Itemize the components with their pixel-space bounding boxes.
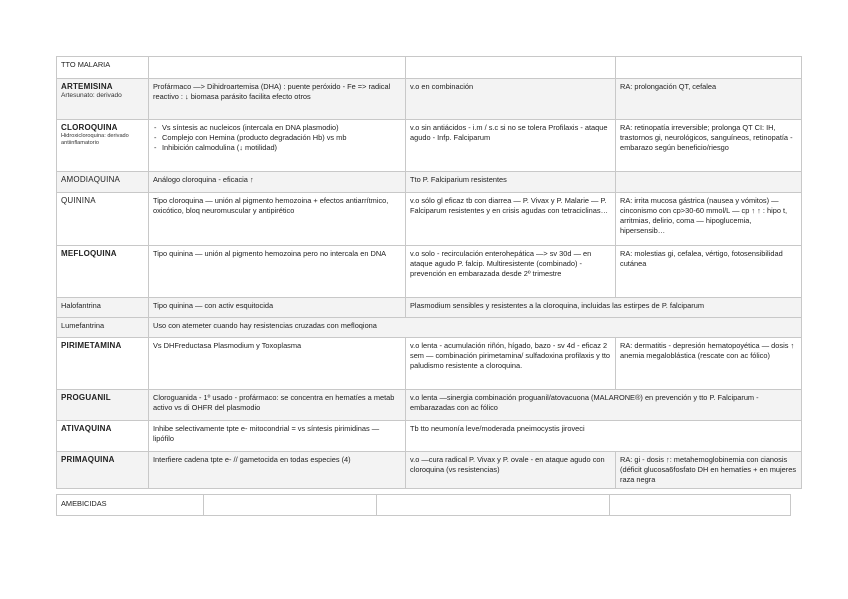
malaria-treatment-table bbox=[56, 56, 802, 489]
drug-name: ATIVAQUINA bbox=[61, 424, 112, 433]
table-row bbox=[57, 390, 802, 421]
amebicidas-title: AMEBICIDAS bbox=[57, 495, 204, 515]
drug-name: Halofantrina bbox=[57, 298, 149, 318]
drug-subnote: Hidroxicloroquina: derivado antiinflamatorio bbox=[61, 133, 129, 146]
drug-subnote: Artesunato: derivado bbox=[61, 92, 122, 99]
table-row bbox=[57, 57, 802, 79]
table-row bbox=[57, 172, 802, 193]
list-item: - Complejo con Hemina (producto degradación Hb) vs mb bbox=[153, 133, 401, 143]
adverse-effects-cell: RA: molestias gi, cefalea, vértigo, fotosensibilidad cutánea bbox=[616, 246, 802, 298]
table-row bbox=[57, 421, 802, 452]
drug-name: AMODIAQUINA bbox=[61, 175, 121, 184]
drug-name: QUININA bbox=[61, 196, 96, 205]
administration-cell: v.o lenta —sinergia combinación proguanil/atovacuona (MALARONE®) en prevención y tto P. Falciparum - embarazadas con ac fólico bbox=[406, 390, 802, 421]
drug-name: Lumefantrina bbox=[57, 318, 149, 338]
list-item: - Vs síntesis ac nucleicos (intercala en DNA plasmodio) bbox=[153, 123, 401, 133]
mechanism-cell: Tipo quinina — unión al pigmento hemozoina pero no intercala en DNA bbox=[149, 246, 406, 298]
drug-name: PIRIMETAMINA bbox=[61, 341, 122, 350]
adverse-effects-cell: RA: gi - dosis ↑: metahemoglobinemia con cianosis (déficit glucosa6fosfato DH en hematíes + en mujeres raza negra bbox=[616, 452, 802, 489]
adverse-effects-cell: RA: prolongación QT, cefalea bbox=[616, 79, 802, 120]
mechanism-cell bbox=[149, 120, 406, 172]
mechanism-cell: Tipo quinina — con activ esquitocida bbox=[149, 298, 406, 318]
administration-cell: v.o sin antiácidos - i.m / s.c si no se tolera Profilaxis - ataque agudo - Infp. Falciparum bbox=[406, 120, 616, 172]
table-row bbox=[57, 338, 802, 390]
administration-cell: Tb tto neumonía leve/moderada pneimocystis jiroveci bbox=[406, 421, 802, 452]
usage-cell: Uso con atemeter cuando hay resistencias cruzadas con mefloqiona bbox=[149, 318, 802, 338]
drug-name: MEFLOQUINA bbox=[61, 249, 117, 258]
mechanism-cell: Inhibe selectivamente tpte e- mitocondrial = vs síntesis pirimidinas — lipófilo bbox=[149, 421, 406, 452]
list-item: - Inhibición calmodulina (↓ motilidad) bbox=[153, 143, 401, 153]
adverse-effects-cell bbox=[616, 172, 802, 193]
table-row bbox=[57, 246, 802, 298]
adverse-effects-cell: RA: dermatitis - depresión hematopoyética — dosis ↑ anemia megaloblástica (rescate con ac fólico) bbox=[616, 338, 802, 390]
administration-cell: v.o sólo gl eficaz tb con diarrea — P. Vivax y P. Malarie — P. Falciparum resistentes y en crisis agudas con tetraciclinas… bbox=[406, 193, 616, 246]
mechanism-cell: Interfiere cadena tpte e- // gametocida en todas especies (4) bbox=[149, 452, 406, 489]
drug-name: PROGUANIL bbox=[61, 393, 111, 402]
administration-cell: v.o solo - recirculación enterohepática —> sv 30d — en ataque agudo P. falcip. Multiresistente (combinado) - prevención en embarazada desde 2º trimestre bbox=[406, 246, 616, 298]
table-row bbox=[57, 120, 802, 172]
drug-name: ARTEMISINA bbox=[61, 82, 113, 91]
mechanism-cell: Profármaco —> Dihidroartemisa (DHA) : puente peróxido - Fe => radical reactivo : ↓ biomasa parásito facilita efecto otros bbox=[149, 79, 406, 120]
adverse-effects-cell: RA: irrita mucosa gástrica (nausea y vómitos) — cinconismo con cp>30-60 mmol/L — cp ↑ ↑ : hipo t, arritmias, delirio, coma — hipoglucemia, hipersensib… bbox=[616, 193, 802, 246]
table-title: TTO MALARIA bbox=[57, 57, 149, 79]
administration-cell: Tto P. Falciparium resistentes bbox=[406, 172, 616, 193]
mechanism-cell: Vs DHFreductasa Plasmodium y Toxoplasma bbox=[149, 338, 406, 390]
amebicidas-table bbox=[56, 494, 791, 516]
administration-cell: v.o lenta - acumulación riñón, hígado, bazo - sv 4d - eficaz 2 sem — combinación pirimetamina/ sulfadoxina profilaxis y tto paludismo resistente a cloroquina. bbox=[406, 338, 616, 390]
table-row bbox=[57, 193, 802, 246]
mechanism-cell: Análogo cloroquina - eficacia ↑ bbox=[149, 172, 406, 193]
table-row bbox=[57, 452, 802, 489]
drug-name: PRIMAQUINA bbox=[61, 455, 115, 464]
administration-cell: Plasmodium sensibles y resistentes a la cloroquina, incluidas las estirpes de P. falciparum bbox=[406, 298, 802, 318]
table-row bbox=[57, 298, 802, 318]
mechanism-cell: Tipo cloroquina — unión al pigmento hemozoina + efectos antiarrítmico, oxicótico, bloq neuromuscular y antipirético bbox=[149, 193, 406, 246]
adverse-effects-cell: RA: retinopatía irreversible; prolonga QT CI: IH, trastornos gi, neurológicos, sanguíneos, retinopatía - embarazo según beneficio/riesgo bbox=[616, 120, 802, 172]
table-row bbox=[57, 318, 802, 338]
administration-cell: v.o —cura radical P. Vivax y P. ovale - en ataque agudo con cloroquina (vs resistencias) bbox=[406, 452, 616, 489]
drug-name: CLOROQUINA bbox=[61, 123, 118, 132]
table-row bbox=[57, 79, 802, 120]
mechanism-cell: Cloroguanida - 1º usado - profármaco: se concentra en hematíes a metab activo vs di OHFR del plasmodio bbox=[149, 390, 406, 421]
administration-cell: v.o en combinación bbox=[406, 79, 616, 120]
